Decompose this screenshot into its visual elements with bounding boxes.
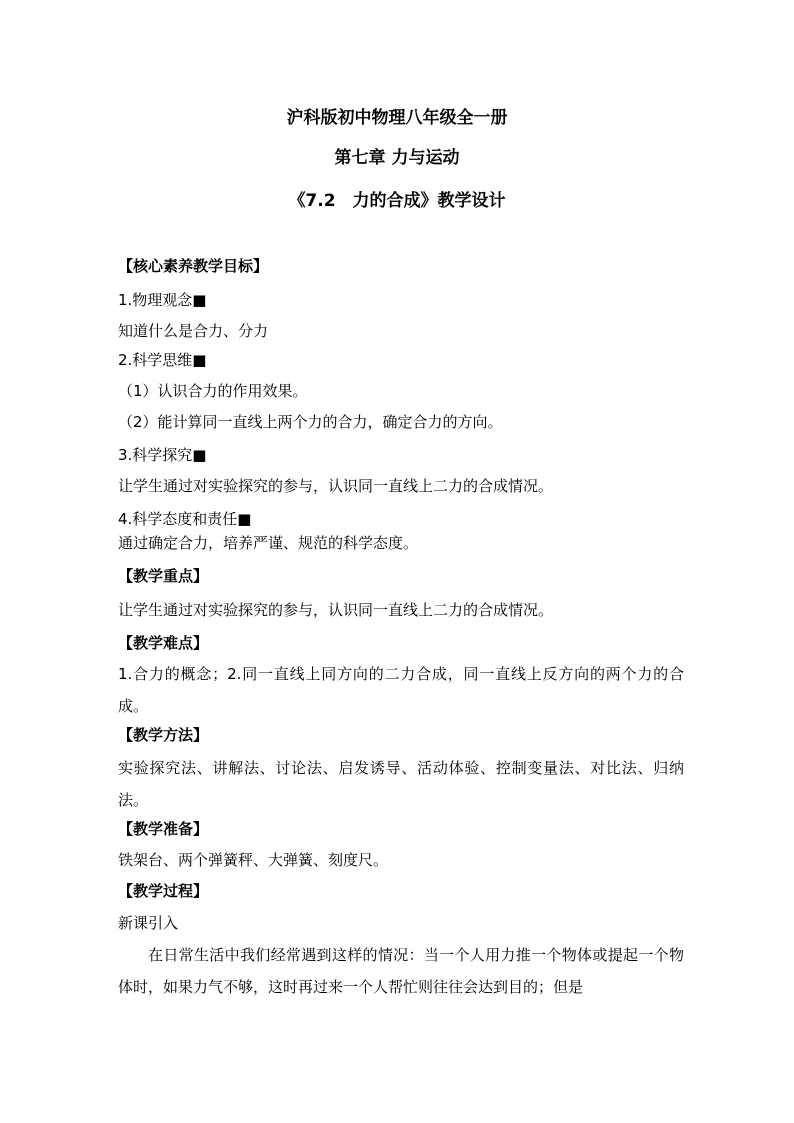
process-text: 在日常生活中我们经常遇到这样的情况：当一个人用力推一个物体或提起一个物体时，如果力气不够，这时再过来一个人帮忙则往往会达到目的；但是 [118, 946, 684, 996]
difficulties-text: 1.合力的概念；2.同一直线上同方向的二力合成，同一直线上反方向的两个力的合成。 [118, 665, 684, 715]
process-heading: 【教学过程】 [118, 882, 209, 900]
process-subheading: 新课引入 [118, 914, 179, 932]
objective-2-sub-2: （2）能计算同一直线上两个力的合力，确定合力的方向。 [118, 413, 503, 431]
document-title: 沪科版初中物理八年级全一册 [286, 108, 508, 128]
methods-text: 实验探究法、讲解法、讨论法、启发诱导、活动体验、控制变量法、对比法、归纳法。 [118, 759, 684, 809]
objective-4-text: 通过确定合力，培养严谨、规范的科学态度。 [118, 534, 419, 552]
key-points-text: 让学生通过对实验探究的参与，认识同一直线上二力的合成情况。 [118, 601, 554, 619]
objective-1-title: 1.物理观念■ [118, 291, 207, 309]
objective-2-sub-1: （1）认识合力的作用效果。 [118, 382, 308, 400]
difficulties-heading: 【教学难点】 [118, 634, 209, 652]
objective-3-title: 3.科学探究■ [118, 446, 207, 464]
objective-4-title: 4.科学态度和责任■ [118, 510, 252, 528]
key-points-heading: 【教学重点】 [118, 567, 209, 585]
chapter-title: 第七章 力与运动 [334, 148, 460, 168]
methods-heading: 【教学方法】 [118, 726, 209, 744]
lesson-title: 《7.2 力的合成》教学设计 [288, 191, 506, 211]
preparation-heading: 【教学准备】 [118, 820, 209, 838]
objectives-heading: 【核心素养教学目标】 [118, 257, 269, 275]
objective-1-text: 知道什么是合力、分力 [118, 322, 269, 340]
objective-3-text: 让学生通过对实验探究的参与，认识同一直线上二力的合成情况。 [118, 477, 554, 495]
preparation-text: 铁架台、两个弹簧秤、大弹簧、刻度尺。 [118, 851, 389, 869]
objective-2-title: 2.科学思维■ [118, 351, 207, 369]
